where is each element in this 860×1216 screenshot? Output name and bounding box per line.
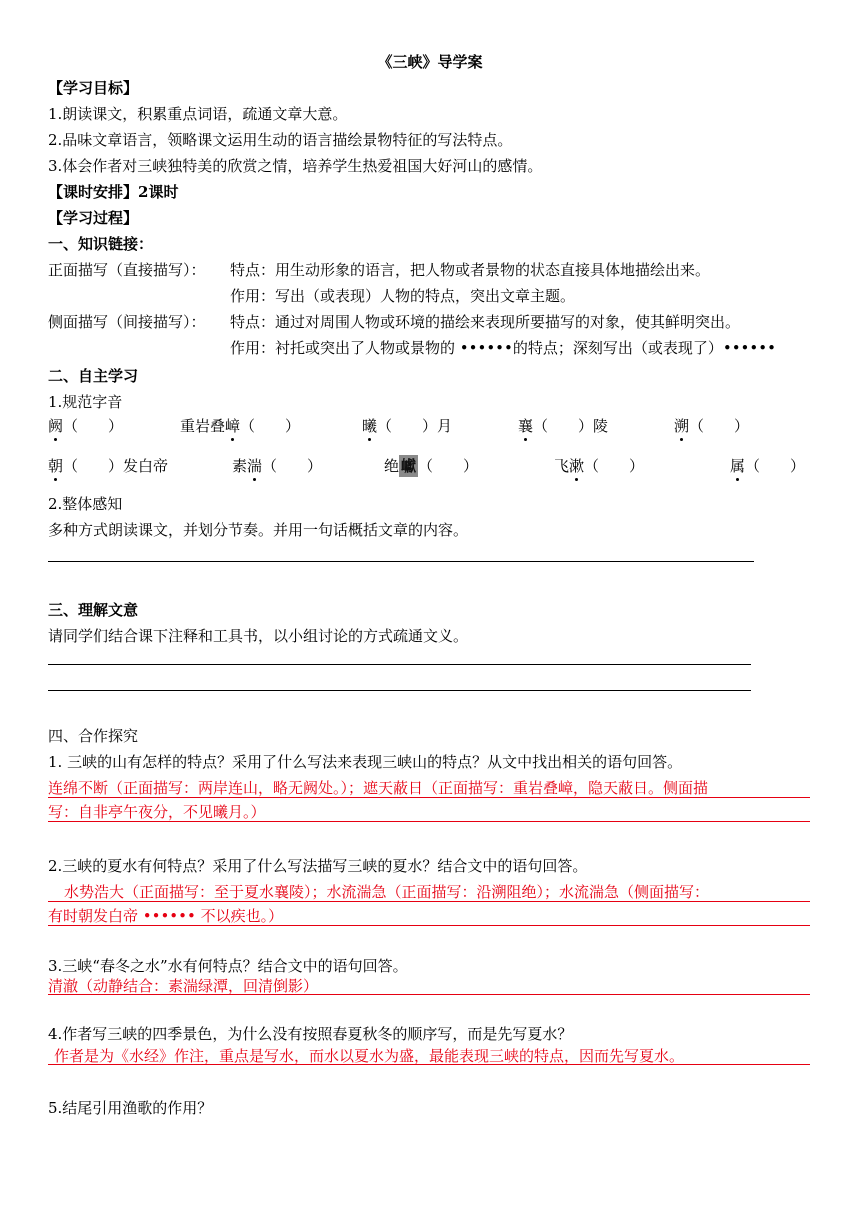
answer-line: [48, 690, 751, 691]
blank-paren: （ ）月: [377, 417, 453, 435]
dotted-char: 曦: [362, 414, 377, 438]
blank-paren: （ ）陵: [533, 417, 609, 435]
blank-paren: （ ）发白帝: [63, 457, 169, 475]
answer-underline: [48, 994, 810, 995]
highlighted-char: 巘: [401, 457, 417, 475]
overall-subheading: 2.整体感知: [48, 495, 123, 513]
blank-paren: （ ）: [63, 417, 124, 435]
blank-paren: （ ）: [240, 417, 301, 435]
answer-underline: [48, 821, 810, 822]
dotted-char: 溯: [674, 414, 689, 438]
answer-1-line-2: 写：自非亭午夜分，不见曦月。）: [48, 803, 266, 821]
pron-item-zhao: [48, 454, 168, 478]
blank-paren: （ ）: [262, 457, 323, 475]
answer-2-line-1: 水势浩大（正面描写：至于夏水襄陵）；水流湍急（正面描写：沿溯阻绝）；水流湍急（侧面描写：: [64, 883, 710, 901]
blank-paren: （ ）: [689, 417, 750, 435]
question-1: 1. 三峡的山有怎样的特点？采用了什么写法来表现三峡山的特点？从文中找出相关的语句回答。: [48, 753, 683, 771]
side-term: 侧面描写（间接描写）：: [48, 313, 206, 331]
pron-item-su: [674, 414, 749, 438]
answer-2-line-2: 有时朝发白帝 •••••• 不以疾也。）: [48, 907, 284, 925]
pron-item-shu: 飞漱（ ）: [554, 454, 644, 478]
section3-heading: 三、理解文意: [48, 601, 139, 619]
blank-paren: （ ）: [745, 457, 806, 475]
dotted-char: 阙: [48, 414, 63, 438]
page-title: 《三峡》导学案: [377, 53, 483, 71]
front-feature: 特点：用生动形象的语言，把人物或者景物的状态直接具体地描绘出来。: [230, 261, 711, 279]
question-4: 4.作者写三峡的四季景色，为什么没有按照春夏秋冬的顺序写，而是先写夏水？: [48, 1025, 573, 1043]
front-term: 正面描写（直接描写）：: [48, 261, 206, 279]
question-2: 2.三峡的夏水有何特点？采用了什么写法描写三峡的夏水？结合文中的语句回答。: [48, 857, 588, 875]
section1-heading: 一、知识链接：: [48, 235, 154, 253]
question-5: 5.结尾引用渔歌的作用？: [48, 1099, 213, 1117]
dotted-char: 漱: [569, 454, 584, 478]
dotted-char: 湍: [247, 454, 262, 478]
dotted-char: 属: [730, 454, 745, 478]
pronunciation-subheading: 1.规范字音: [48, 393, 123, 411]
answer-underline: [48, 901, 810, 902]
answer-1-line-1: 连绵不断（正面描写：两岸连山，略无阙处。）；遮天蔽日（正面描写：重岩叠嶂，隐天蔽日。侧面描: [48, 779, 709, 797]
answer-line: [48, 561, 754, 562]
pron-item-zhu: [730, 454, 805, 478]
answer-3: 清澈（动静结合：素湍绿潭，回清倒影）: [48, 977, 319, 995]
question-3: 3.三峡“春冬之水”水有何特点？结合文中的语句回答。: [48, 957, 408, 975]
blank-paren: （ ）: [584, 457, 645, 475]
pron-item-zhang: 重岩叠嶂（ ）: [180, 414, 300, 438]
pron-item-xiang: [518, 414, 608, 438]
section2-heading: 二、自主学习: [48, 367, 139, 385]
process-heading: 【学习过程】: [48, 209, 139, 227]
answer-underline: [48, 925, 810, 926]
answer-line: [48, 664, 751, 665]
answer-underline: [48, 797, 810, 798]
side-effect: 作用：衬托或突出了人物或景物的 ••••••的特点；深刻写出（或表现了）••••••: [230, 339, 776, 357]
goal-item-1: 1.朗读课文，积累重点词语，疏通文章大意。: [48, 105, 348, 123]
pron-item-tuan: 素湍（ ）: [232, 454, 322, 478]
overall-instruction: 多种方式朗读课文，并划分节奏。并用一句话概括文章的内容。: [48, 521, 469, 539]
dotted-char: 襄: [518, 414, 533, 438]
answer-underline: [48, 1064, 810, 1065]
schedule-value: 2课时: [138, 183, 179, 201]
section4-heading: 四、合作探究: [48, 727, 139, 745]
schedule-heading: 【课时安排】: [48, 183, 139, 201]
pron-item-xi: [362, 414, 452, 438]
goal-item-2: 2.品味文章语言，领略课文运用生动的语言描绘景物特征的写法特点。: [48, 131, 513, 149]
schedule-line: [48, 180, 178, 204]
dotted-char: 嶂: [225, 414, 240, 438]
pron-item-que: [48, 414, 123, 438]
goal-item-3: 3.体会作者对三峡独特美的欣赏之情，培养学生热爱祖国大好河山的感情。: [48, 157, 543, 175]
dotted-char: 朝: [48, 454, 63, 478]
answer-4: 作者是为《水经》作注，重点是写水，而水以夏水为盛，最能表现三峡的特点，因而先写夏水。: [54, 1047, 685, 1065]
blank-paren: （ ）: [418, 457, 479, 475]
pron-item-yan: 绝 巘 （ ）: [384, 457, 479, 475]
front-effect: 作用：写出（或表现）人物的特点，突出文章主题。: [230, 287, 576, 305]
section3-instruction: 请同学们结合课下注释和工具书，以小组讨论的方式疏通文义。: [48, 627, 469, 645]
goals-heading: 【学习目标】: [48, 79, 139, 97]
side-feature: 特点：通过对周围人物或环境的描绘来表现所要描写的对象，使其鲜明突出。: [230, 313, 741, 331]
